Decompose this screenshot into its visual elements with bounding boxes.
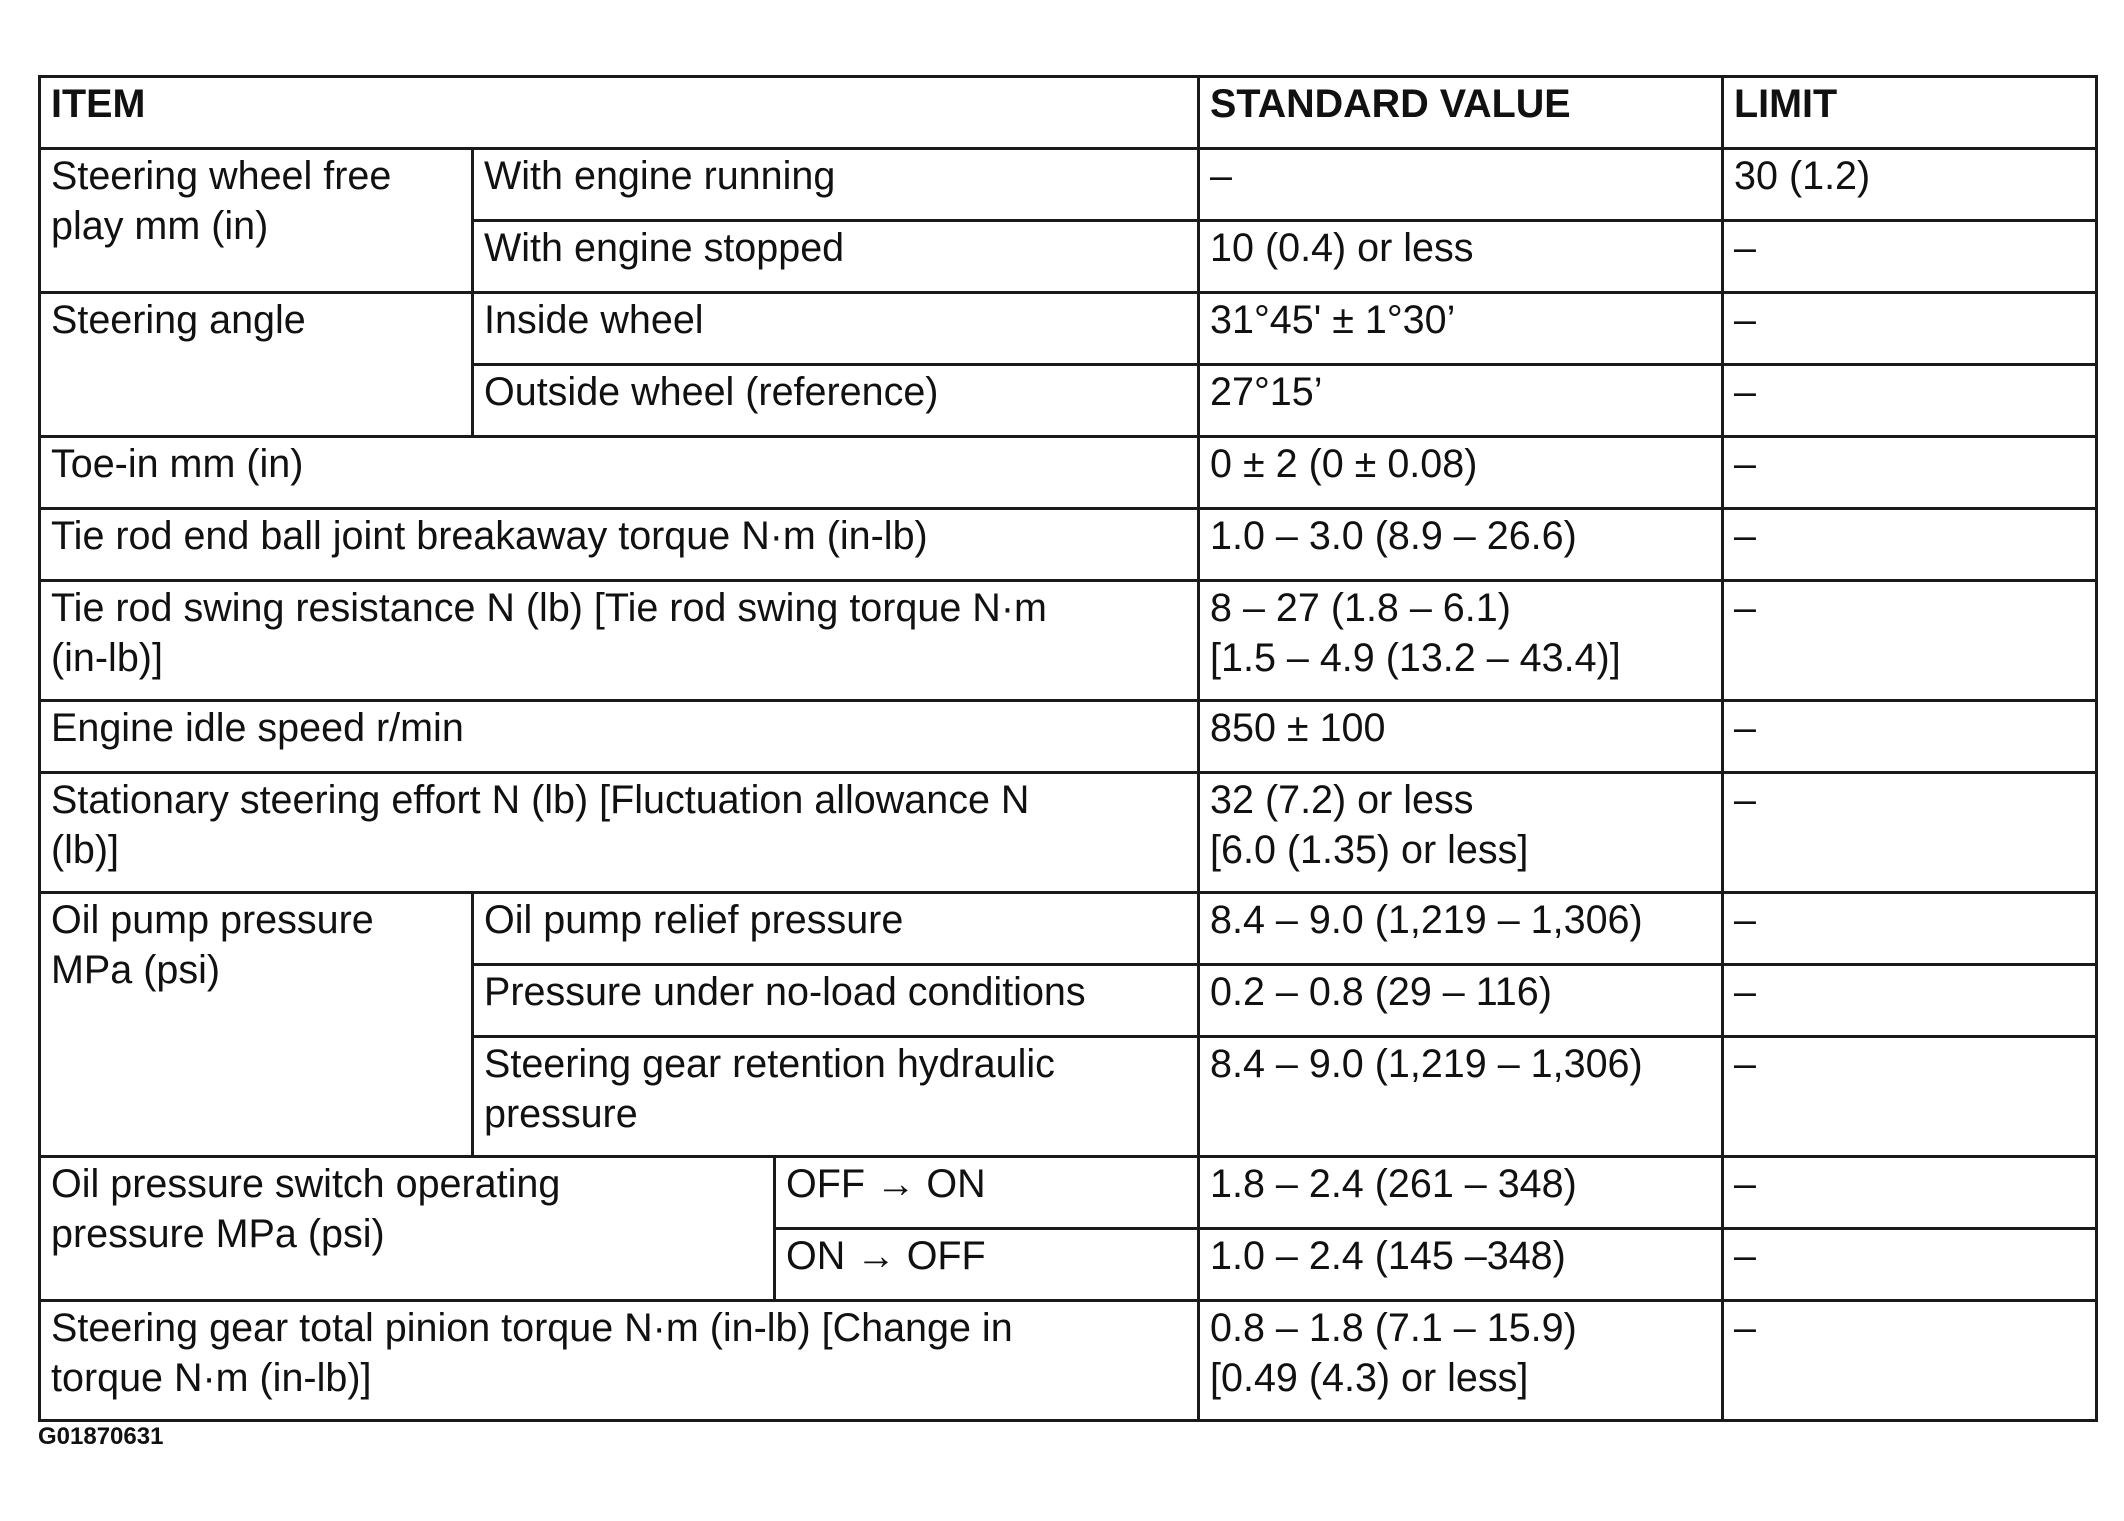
- standard-value-cell: [1199, 1301, 1723, 1421]
- limit-cell: –: [1723, 965, 2097, 1037]
- standard-value-cell: 8.4 – 9.0 (1,219 – 1,306): [1199, 1037, 1723, 1157]
- standard-value-text: 0.8 – 1.8 (7.1 – 15.9) [0.49 (4.3) or less]: [1210, 1306, 1577, 1400]
- item-cell: [40, 149, 473, 293]
- specification-table: [38, 75, 2098, 1422]
- standard-value-cell: 0 ± 2 (0 ± 0.08): [1199, 437, 1723, 509]
- standard-value-cell: 31°45' ± 1°30’: [1199, 293, 1723, 365]
- condition-cell: With engine stopped: [473, 221, 1199, 293]
- standard-value-cell: [1199, 773, 1723, 893]
- condition-cell: OFF → ON: [775, 1157, 1199, 1229]
- standard-value-cell: 850 ± 100: [1199, 701, 1723, 773]
- limit-cell: –: [1723, 1157, 2097, 1229]
- table-row: [40, 893, 2097, 965]
- limit-cell: –: [1723, 581, 2097, 701]
- limit-cell: –: [1723, 701, 2097, 773]
- item-cell: [40, 581, 1199, 701]
- condition-cell: ON → OFF: [775, 1229, 1199, 1301]
- limit-cell: –: [1723, 1301, 2097, 1421]
- table-row: [40, 149, 2097, 221]
- table-row: [40, 1301, 2097, 1421]
- table-header-row: [40, 77, 2097, 149]
- standard-value-cell: 0.2 – 0.8 (29 – 116): [1199, 965, 1723, 1037]
- limit-cell: –: [1723, 1037, 2097, 1157]
- limit-cell: –: [1723, 773, 2097, 893]
- limit-cell: –: [1723, 509, 2097, 581]
- condition-cell: With engine running: [473, 149, 1199, 221]
- limit-cell: –: [1723, 893, 2097, 965]
- limit-cell: –: [1723, 1229, 2097, 1301]
- limit-cell: –: [1723, 221, 2097, 293]
- limit-cell: –: [1723, 437, 2097, 509]
- standard-value-cell: 27°15’: [1199, 365, 1723, 437]
- table-row: [40, 773, 2097, 893]
- item-cell: [40, 773, 1199, 893]
- condition-cell: [473, 1037, 1199, 1157]
- table-row: [40, 509, 2097, 581]
- item-text: Tie rod swing resistance N (lb) [Tie rod swing torque N·m (in-lb)]: [51, 586, 1047, 680]
- item-cell: Steering angle: [40, 293, 473, 437]
- item-cell: Engine idle speed r/min: [40, 701, 1199, 773]
- item-cell: Toe-in mm (in): [40, 437, 1199, 509]
- standard-value-cell: 1.0 – 2.4 (145 –348): [1199, 1229, 1723, 1301]
- item-text: Oil pump pressure MPa (psi): [51, 898, 374, 992]
- limit-cell: –: [1723, 293, 2097, 365]
- condition-cell: Pressure under no-load conditions: [473, 965, 1199, 1037]
- condition-cell: Outside wheel (reference): [473, 365, 1199, 437]
- item-cell: Tie rod end ball joint breakaway torque N·m (in-lb): [40, 509, 1199, 581]
- table-row: [40, 1157, 2097, 1229]
- item-text: Steering gear total pinion torque N·m (in-lb) [Change in torque N·m (in-lb)]: [51, 1306, 1013, 1400]
- condition-text: Steering gear retention hydraulic pressure: [484, 1042, 1055, 1136]
- standard-value-cell: [1199, 581, 1723, 701]
- standard-value-cell: 8.4 – 9.0 (1,219 – 1,306): [1199, 893, 1723, 965]
- limit-cell: –: [1723, 365, 2097, 437]
- table-row: [40, 437, 2097, 509]
- table-row: [40, 581, 2097, 701]
- standard-value-cell: –: [1199, 149, 1723, 221]
- table-row: [40, 293, 2097, 365]
- header-limit: LIMIT: [1723, 77, 2097, 149]
- standard-value-cell: 1.8 – 2.4 (261 – 348): [1199, 1157, 1723, 1229]
- item-text: Stationary steering effort N (lb) [Fluctuation allowance N (lb)]: [51, 778, 1030, 872]
- condition-cell: Oil pump relief pressure: [473, 893, 1199, 965]
- condition-cell: Inside wheel: [473, 293, 1199, 365]
- header-standard-value: STANDARD VALUE: [1199, 77, 1723, 149]
- item-text: Oil pressure switch operating pressure MPa (psi): [51, 1162, 561, 1256]
- standard-value-cell: 1.0 – 3.0 (8.9 – 26.6): [1199, 509, 1723, 581]
- item-cell: [40, 1157, 775, 1301]
- standard-value-text: 8 – 27 (1.8 – 6.1) [1.5 – 4.9 (13.2 – 43.4)]: [1210, 586, 1621, 680]
- header-item: ITEM: [40, 77, 1199, 149]
- standard-value-cell: 10 (0.4) or less: [1199, 221, 1723, 293]
- table-row: [40, 701, 2097, 773]
- item-cell: [40, 893, 473, 1157]
- limit-cell: 30 (1.2): [1723, 149, 2097, 221]
- item-cell: [40, 1301, 1199, 1421]
- standard-value-text: 32 (7.2) or less [6.0 (1.35) or less]: [1210, 778, 1529, 872]
- figure-code: G01870631: [38, 1423, 164, 1450]
- item-text: Steering wheel free play mm (in): [51, 154, 392, 248]
